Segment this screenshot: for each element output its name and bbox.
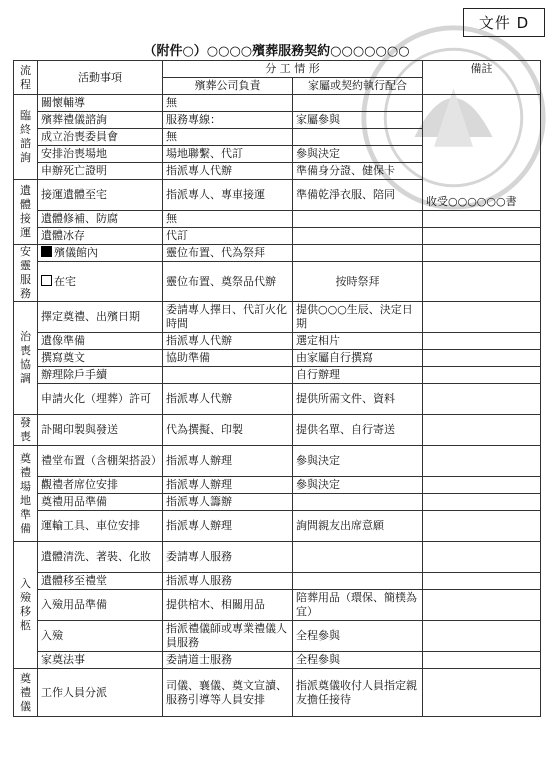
family-cell: 提供○○○生辰、決定日期: [293, 302, 423, 333]
remarks-cell: [423, 228, 541, 245]
contract-title: （附件○）○○○○殯葬服務契約○○○○○○○: [143, 44, 410, 59]
family-cell: 提供名單、自行寄送: [293, 415, 423, 446]
family-cell: 參與決定: [293, 477, 423, 494]
family-cell: [293, 542, 423, 573]
funeral-company-cell: 指派專人代辦: [163, 384, 293, 415]
remarks-cell: [423, 511, 541, 542]
activity-text: 遺體冰存: [41, 229, 85, 242]
stage-label: 遺體接運: [14, 180, 38, 245]
remarks-cell: [423, 669, 541, 717]
activity-text: 遺體移至禮堂: [41, 574, 107, 587]
activity-text: 訃聞印製與發送: [41, 423, 118, 436]
activity-cell: [38, 669, 163, 717]
funeral-company-cell: 代訂: [163, 228, 293, 245]
remarks-cell: [423, 302, 541, 333]
stage-label: 發喪: [14, 415, 38, 446]
activity-text: 辦理除戶手續: [41, 368, 107, 381]
table-row: [14, 350, 541, 367]
family-cell: 參與決定: [293, 146, 423, 163]
activity-cell: [38, 590, 163, 621]
remarks-cell: [423, 477, 541, 494]
activity-text: 申請火化（埋葬）許可: [41, 392, 151, 405]
activity-text: 殯儀館內: [54, 246, 98, 259]
funeral-company-cell: 指派專人代辦: [163, 163, 293, 180]
funeral-company-cell: 委請專人擇日、代訂火化時間: [163, 302, 293, 333]
table-row: [14, 415, 541, 446]
funeral-company-cell: 指派專人籌辦: [163, 494, 293, 511]
funeral-company-cell: 協助準備: [163, 350, 293, 367]
remarks-cell: [423, 494, 541, 511]
funeral-company-cell: 靈位布置、代為祭拜: [163, 245, 293, 262]
table-row: [14, 262, 541, 302]
stage-label: 治喪協調: [14, 302, 38, 415]
family-cell: 準備身分證、健保卡: [293, 163, 423, 180]
activity-cell: [38, 262, 163, 302]
activity-cell: [38, 146, 163, 163]
table-row: [14, 245, 541, 262]
family-cell: 參與決定: [293, 446, 423, 477]
table-row: [14, 384, 541, 415]
funeral-company-cell: 指派專人辦理: [163, 477, 293, 494]
activity-text: 關懷輔導: [41, 96, 85, 109]
family-cell: 提供所需文件、資料: [293, 384, 423, 415]
table-row: [14, 211, 541, 228]
table-row: [14, 542, 541, 573]
activity-text: 遺體修補、防腐: [41, 212, 118, 225]
activity-cell: [38, 333, 163, 350]
header-funeral-company: 殯葬公司負責: [163, 78, 293, 95]
remarks-cell: 收受○○○○○○書: [423, 95, 541, 211]
remarks-cell: [423, 446, 541, 477]
document-label: 文件 D: [463, 8, 545, 37]
activity-text: 家奠法事: [41, 653, 85, 666]
funeral-company-cell: 靈位布置、奠祭品代辦: [163, 262, 293, 302]
table-row: [14, 446, 541, 477]
table-row: [14, 333, 541, 350]
family-cell: [293, 228, 423, 245]
activity-cell: [38, 350, 163, 367]
family-cell: [293, 245, 423, 262]
funeral-company-cell: 委請專人服務: [163, 542, 293, 573]
funeral-company-cell: 司儀、襄儀、奠文宣讀、服務引導等人員安排: [163, 669, 293, 717]
activity-cell: [38, 621, 163, 652]
funeral-company-cell: 代為撰擬、印製: [163, 415, 293, 446]
activity-cell: [38, 129, 163, 146]
activity-text: 運輸工具、車位安排: [41, 519, 140, 532]
activity-text: 工作人員分派: [41, 685, 107, 699]
remarks-cell: [423, 262, 541, 302]
remarks-cell: [423, 350, 541, 367]
activity-cell: [38, 211, 163, 228]
activity-cell: [38, 446, 163, 477]
family-cell: [293, 573, 423, 590]
funeral-company-cell: 無: [163, 129, 293, 146]
table-row: [14, 573, 541, 590]
table-row: [14, 494, 541, 511]
activity-cell: [38, 163, 163, 180]
remarks-cell: [423, 652, 541, 669]
header-activity: 活動事項: [38, 61, 163, 95]
family-cell: [293, 211, 423, 228]
service-division-table: [13, 60, 541, 717]
activity-text: 殯葬禮儀諮詢: [41, 113, 107, 126]
header-remarks: 備註: [423, 61, 541, 95]
table-row: [14, 669, 541, 717]
family-cell: 全程參與: [293, 621, 423, 652]
funeral-company-cell: 指派專人辦理: [163, 511, 293, 542]
activity-cell: [38, 652, 163, 669]
activity-cell: [38, 180, 163, 211]
activity-cell: [38, 384, 163, 415]
table-row: [14, 652, 541, 669]
activity-cell: [38, 245, 163, 262]
activity-cell: [38, 477, 163, 494]
activity-cell: [38, 415, 163, 446]
family-cell: 家屬參與: [293, 112, 423, 129]
activity-text: 在宅: [54, 274, 76, 288]
family-cell: 自行辦理: [293, 367, 423, 384]
remarks-cell: [423, 415, 541, 446]
table-row: [14, 228, 541, 245]
remarks-cell: [423, 245, 541, 262]
activity-cell: [38, 573, 163, 590]
funeral-company-cell: 指派禮儀師或專業禮儀人員服務: [163, 621, 293, 652]
unchecked-box-icon: [41, 275, 52, 286]
activity-text: 遺體清洗、著裝、化妝: [41, 550, 151, 563]
funeral-company-cell: 委請道士服務: [163, 652, 293, 669]
funeral-company-cell: 指派專人代辦: [163, 333, 293, 350]
activity-text: 遺像準備: [41, 334, 85, 347]
family-cell: 陪葬用品（環保、簡樸為宜）: [293, 590, 423, 621]
activity-text: 安排治喪場地: [41, 147, 107, 160]
funeral-company-cell: 提供棺木、相關用品: [163, 590, 293, 621]
activity-cell: [38, 494, 163, 511]
activity-text: 擇定奠禮、出殯日期: [41, 310, 140, 323]
activity-cell: [38, 112, 163, 129]
funeral-company-cell: 指派專人服務: [163, 573, 293, 590]
family-cell: 指派奠儀收付人員指定親友擔任接待: [293, 669, 423, 717]
activity-text: 奠禮用品準備: [41, 495, 107, 508]
header-division: 分 工 情 形: [163, 61, 423, 78]
funeral-company-cell: 場地聯繫、代訂: [163, 146, 293, 163]
activity-text: 接運遺體至宅: [41, 188, 107, 201]
remarks-cell: [423, 621, 541, 652]
family-cell: 選定相片: [293, 333, 423, 350]
remarks-cell: [423, 542, 541, 573]
remarks-cell: [423, 333, 541, 350]
activity-cell: [38, 542, 163, 573]
activity-cell: [38, 95, 163, 112]
activity-text: 入殮: [41, 629, 63, 642]
table-row: [14, 590, 541, 621]
checked-box-icon: [41, 246, 52, 257]
table-row: [14, 477, 541, 494]
family-cell: 由家屬自行撰寫: [293, 350, 423, 367]
stage-label: 奠禮場地準備: [14, 446, 38, 542]
funeral-company-cell: 指派專人辦理: [163, 446, 293, 477]
header-flow: 流程: [14, 61, 38, 95]
remarks-cell: [423, 573, 541, 590]
activity-text: 觀禮者席位安排: [41, 478, 118, 491]
activity-text: 成立治喪委員會: [41, 130, 118, 143]
table-row: [14, 302, 541, 333]
funeral-company-cell: [163, 367, 293, 384]
table-row: [14, 511, 541, 542]
remarks-cell: [423, 211, 541, 228]
remarks-cell: [423, 384, 541, 415]
family-cell: 準備乾淨衣服、陪同: [293, 180, 423, 211]
activity-cell: [38, 302, 163, 333]
stage-label: 安靈服務: [14, 245, 38, 302]
stage-label: 臨終諮詢: [14, 95, 38, 180]
family-cell: 全程參與: [293, 652, 423, 669]
table-row: [14, 95, 541, 112]
activity-cell: [38, 228, 163, 245]
family-cell: 按時祭拜: [293, 262, 423, 302]
activity-text: 撰寫奠文: [41, 351, 85, 364]
family-cell: [293, 494, 423, 511]
funeral-company-cell: 指派專人、專車接運: [163, 180, 293, 211]
activity-cell: [38, 367, 163, 384]
activity-text: 入殮用品準備: [41, 598, 107, 611]
stage-label: 入殮移柩: [14, 542, 38, 669]
table-row: [14, 367, 541, 384]
remarks-cell: [423, 590, 541, 621]
funeral-company-cell: 無: [163, 211, 293, 228]
activity-text: 申辦死亡證明: [41, 164, 107, 177]
funeral-company-cell: 無: [163, 95, 293, 112]
remarks-cell: [423, 367, 541, 384]
activity-cell: [38, 511, 163, 542]
funeral-company-cell: 服務專線：: [163, 112, 293, 129]
family-cell: 詢問親友出席意願: [293, 511, 423, 542]
stage-label: 奠禮儀: [14, 669, 38, 717]
family-cell: [293, 129, 423, 146]
table-row: [14, 621, 541, 652]
header-family: 家屬或契約執行配合: [293, 78, 423, 95]
family-cell: [293, 95, 423, 112]
activity-text: 禮堂布置（含棚架搭設）: [41, 454, 162, 467]
